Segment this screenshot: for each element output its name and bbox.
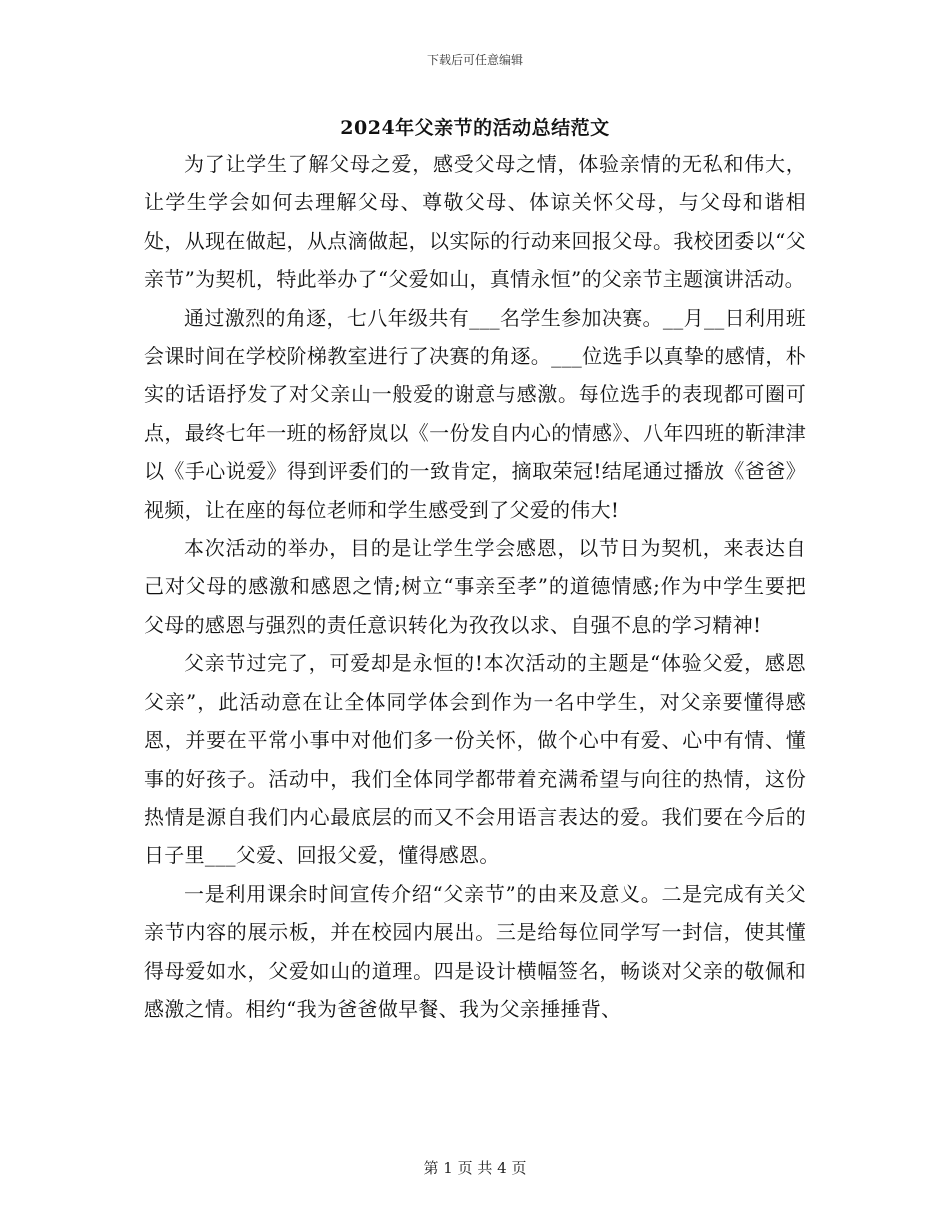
paragraph: 本次活动的举办，目的是让学生学会感恩，以节日为契机，来表达自己对父母的感激和感恩之情;树立“事亲至孝”的道德情感;作为中学生要把父母的感恩与强烈的责任意识转化为孜孜以求、自强不息的学习精神! (144, 536, 806, 637)
paragraph: 父亲节过完了，可爱却是永恒的!本次活动的主题是“体验父爱，感恩父亲”，此活动意在让全体同学体会到作为一名中学生，对父亲要懂得感恩，并要在平常小事中对他们多一份关怀，做个心中有爱、心中有情、懂事的好孩子。活动中，我们全体同学都带着充满希望与向往的热情，这份热情是源自我们内心最底层的而又不会用语言表达的爱。我们要在今后的日子里___父爱、回报父爱，懂得感恩。 (144, 651, 806, 868)
document-body (144, 145, 806, 1028)
document-title: 2024年父亲节的活动总结范文 (340, 117, 610, 139)
page-number: 第 1 页 共 4 页 (423, 1159, 527, 1177)
paragraph: 通过激烈的角逐，七八年级共有___名学生参加决赛。__月__日利用班会课时间在学校阶梯教室进行了决赛的角逐。___位选手以真挚的感情，朴实的话语抒发了对父亲山一般爱的谢意与感激。每位选手的表现都可圈可点，最终七年一班的杨舒岚以《一份发自内心的情感》、八年四班的靳津津以《手心说爱》得到评委们的一致肯定，摘取荣冠!结尾通过播放《爸爸》视频，让在座的每位老师和学生感受到了父爱的伟大! (144, 305, 806, 522)
page-header: 下载后可任意编辑 (426, 53, 523, 67)
paragraph: 一是利用课余时间宣传介绍“父亲节”的由来及意义。二是完成有关父亲节内容的展示板，并在校园内展出。三是给每位同学写一封信，使其懂得母爱如水，父爱如山的道理。四是设计横幅签名，畅谈对父亲的敬佩和感激之情。相约“我为爸爸做早餐、我为父亲捶捶背、 (144, 881, 806, 1021)
paragraph: 为了让学生了解父母之爱，感受父母之情，体验亲情的无私和伟大，让学生学会如何去理解父母、尊敬父母、体谅关怀父母，与父母和谐相处，从现在做起，从点滴做起，以实际的行动来回报父母。我校团委以“父亲节”为契机，特此举办了“父爱如山，真情永恒”的父亲节主题演讲活动。 (144, 152, 806, 292)
